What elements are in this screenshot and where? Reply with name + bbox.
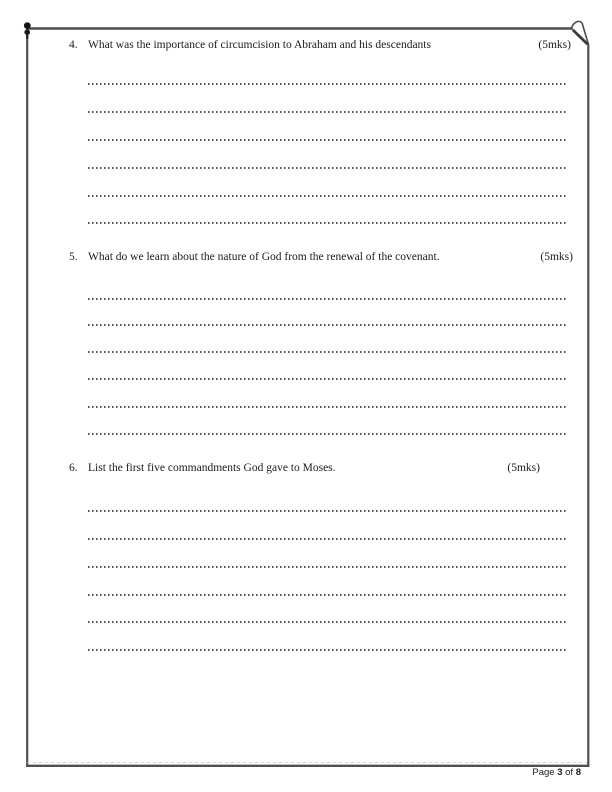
question-marks: (5mks) bbox=[507, 462, 540, 474]
page-footer bbox=[532, 767, 581, 779]
question-text: List the first five commandments God gave to Moses. bbox=[88, 462, 336, 474]
question-row bbox=[0, 250, 612, 265]
question-number: 4. bbox=[69, 39, 78, 51]
answer-line bbox=[88, 111, 568, 113]
question-text: What was the importance of circumcision to Abraham and his descendants bbox=[88, 39, 431, 51]
question-number: 5. bbox=[69, 251, 78, 263]
answer-line bbox=[88, 139, 568, 141]
answer-line bbox=[88, 167, 568, 169]
answer-line bbox=[88, 566, 568, 568]
answer-line bbox=[88, 538, 568, 540]
question-number: 6. bbox=[69, 462, 78, 474]
answer-line bbox=[88, 594, 568, 596]
question-row bbox=[0, 38, 612, 53]
answer-line bbox=[88, 378, 568, 380]
answer-line bbox=[88, 195, 568, 197]
answer-line bbox=[88, 351, 568, 353]
footer-page-number: 3 bbox=[557, 767, 563, 778]
question-text: What do we learn about the nature of God from the renewal of the covenant. bbox=[88, 251, 440, 263]
question-row bbox=[0, 461, 612, 476]
corner-pin-icon bbox=[24, 22, 31, 39]
answer-line bbox=[88, 621, 568, 623]
bottom-shadow-line bbox=[27, 762, 587, 763]
question-marks: (5mks) bbox=[538, 39, 571, 51]
answer-line bbox=[88, 222, 568, 224]
answer-line bbox=[88, 649, 568, 651]
footer-of-word: of bbox=[562, 767, 576, 778]
answer-line bbox=[88, 510, 568, 512]
footer-page-word: Page bbox=[532, 767, 558, 778]
answer-line bbox=[88, 324, 568, 326]
question-marks: (5mks) bbox=[540, 251, 573, 263]
answer-line bbox=[88, 298, 568, 300]
answer-line bbox=[88, 433, 568, 435]
answer-line bbox=[88, 83, 568, 85]
answer-line bbox=[88, 406, 568, 408]
footer-total-pages: 8 bbox=[575, 767, 581, 778]
